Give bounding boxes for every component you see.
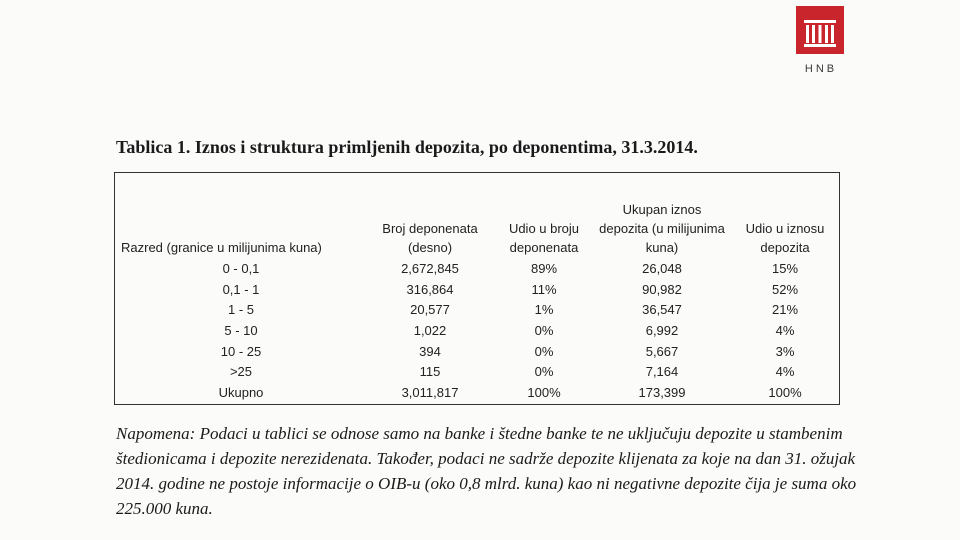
cell-amount-share: 3% — [775, 343, 795, 359]
cell-range: >25 — [229, 364, 253, 380]
table-title: Tablica 1. Iznos i struktura primljenih depozita, po deponentima, 31.3.2014. — [116, 137, 698, 157]
bank-building-icon-svg — [796, 6, 844, 54]
cell-depositor-count: 115 — [419, 364, 441, 380]
table-row — [115, 341, 841, 362]
table-total-row — [115, 383, 841, 404]
header-count-share: Udio u broju deponenata — [508, 221, 580, 255]
cell-count-share: 0% — [534, 343, 554, 359]
table-row — [115, 259, 841, 280]
cell-count-share: 0% — [534, 323, 554, 339]
cell-total-amount: 5,667 — [645, 343, 679, 359]
cell-count-share: 1% — [534, 302, 554, 318]
cell-total-amount: 36,547 — [642, 302, 682, 318]
cell-depositor-count: 3,011,817 — [401, 384, 459, 400]
table-header-row — [115, 173, 841, 259]
header-depositor-count: Broj deponenata (desno) — [382, 221, 478, 255]
table-row — [115, 300, 841, 321]
cell-range: 0 - 0,1 — [222, 261, 260, 277]
cell-range: 1 - 5 — [227, 302, 254, 318]
table-row — [115, 362, 841, 383]
cell-amount-share: 15% — [771, 261, 799, 277]
cell-range: 0,1 - 1 — [222, 281, 260, 297]
table-row — [115, 280, 841, 301]
cell-depositor-count: 316,864 — [406, 281, 454, 297]
cell-count-share: 0% — [534, 364, 554, 380]
cell-amount-share: 4% — [775, 323, 795, 339]
cell-count-share: 100% — [527, 384, 561, 400]
header-range: Razred (granice u milijunima kuna) — [121, 240, 322, 255]
cell-range: 10 - 25 — [220, 343, 262, 359]
cell-amount-share: 100% — [768, 384, 802, 400]
logo-text: HNB — [804, 63, 838, 75]
cell-count-share: 11% — [531, 281, 557, 297]
cell-range: 5 - 10 — [224, 323, 258, 339]
cell-depositor-count: 20,577 — [410, 302, 450, 318]
cell-amount-share: 21% — [771, 302, 799, 318]
header-total-amount: Ukupan iznos depozita (u milijunima kuna) — [599, 202, 725, 255]
deposit-table — [115, 173, 841, 403]
cell-total-amount: 26,048 — [642, 261, 682, 277]
cell-depositor-count: 2,672,845 — [401, 261, 459, 277]
cell-total-amount: 173,399 — [638, 384, 686, 400]
header-amount-share: Udio u iznosu depozita — [745, 221, 825, 255]
cell-range: Ukupno — [218, 384, 264, 400]
table-note: Napomena: Podaci u tablici se odnose samo na banke i štedne banke te ne uključuju depozite u stambenim štedionicama i depozite nerezidenata. Također, podaci ne sadrže depozite klijenata za koje na dan 31. ožujak 2014. godine ne postoje informacije o OIB-u (oko 0,8 mlrd. kuna) kao ni negativne depozite čija je suma oko 225.000 kuna. — [116, 424, 857, 518]
table-row — [115, 321, 841, 342]
cell-total-amount: 7,164 — [645, 364, 679, 380]
deposit-table-frame — [114, 172, 840, 405]
cell-total-amount: 90,982 — [642, 281, 682, 297]
cell-count-share: 89% — [530, 261, 558, 277]
cell-depositor-count: 394 — [419, 343, 441, 359]
hnb-logo — [796, 6, 846, 75]
cell-total-amount: 6,992 — [645, 323, 679, 339]
cell-amount-share: 4% — [775, 364, 795, 380]
cell-amount-share: 52% — [771, 281, 799, 297]
cell-depositor-count: 1,022 — [413, 323, 447, 339]
bank-building-icon — [796, 6, 844, 54]
